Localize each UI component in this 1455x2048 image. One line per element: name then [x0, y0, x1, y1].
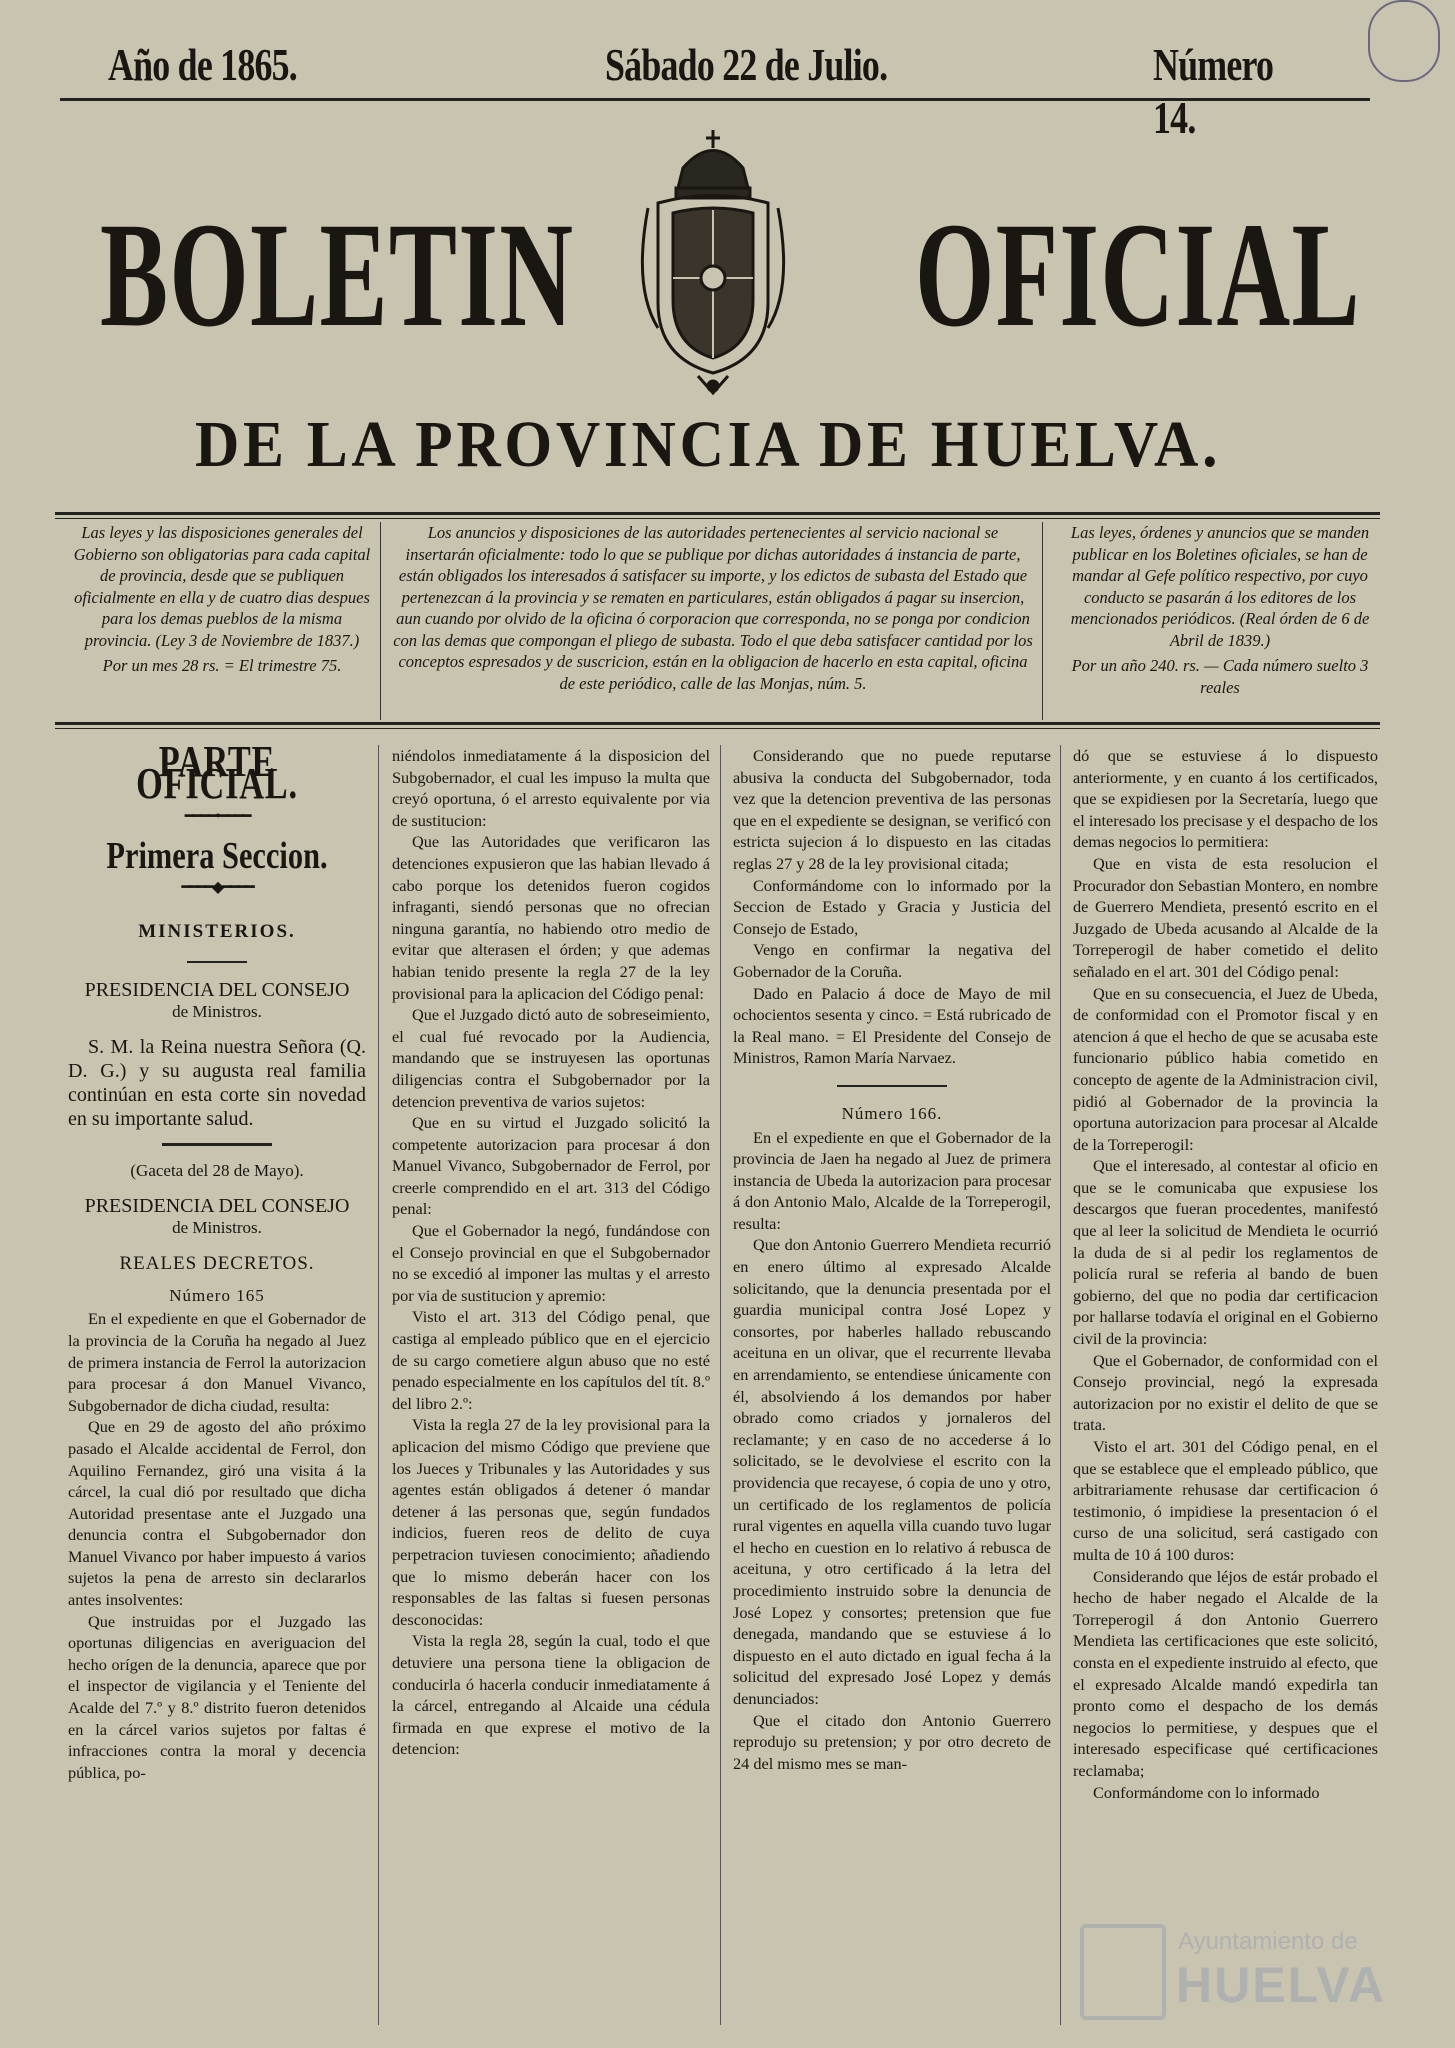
col4-paragraph: Visto el art. 301 del Código penal, en el que se establece que el empleado público, que arbitrariamente rehusase dar certificacion ó testimonio, ó impidiese la presentacion ó el curso de una solicitud, será castigado con multa de 10 á 100 duros: [1073, 1437, 1378, 1564]
col2-paragraph: niéndolos inmediatamente á la disposicion del Subgobernador, el cual les impuso la multa que creyó oportuna, ó el arresto equivalente por via de sustitucion: [392, 746, 710, 830]
col2-paragraph: Vista la regla 28, según la cual, todo el que detuviere una persona tiene la obligacion de conducirla ó hacerla conducir inmediatamente á la cárcel, entregando al Alcaide una cédula firmada en que exprese el motivo de la detencion: [392, 1631, 710, 1759]
column-3 [733, 745, 1051, 1774]
col2-paragraph: Que en su virtud el Juzgado solicitó la competente autorizacion para procesar á don Manuel Vivanco, Subgobernador de Ferrol, por creerle comprendido en el art. 313 del Código penal: [392, 1113, 710, 1219]
col1-paragraph: Que instruidas por el Juzgado las oportunas diligencias en averiguacion del hecho orígen de la denuncia, aparece que por el inspector de vigilancia y el Teniente del Acalde del 7.º y 8.º distrito fueron detenidos en la cárcel varios sujetos por faltas é infracciones contra la moral y decencia pública, po- [68, 1611, 366, 1782]
notice-announcements [393, 522, 1033, 694]
col2-paragraph: Vista la regla 27 de la ley provisional para la aplicacion del mismo Código que previene que los Jueces y Tribunales y las Autoridades y sus agentes están obligados á detener ó mandar detener á las personas que, según fundados indicios, fueren reos de delito de cuya perpetracion tuviesen conocimiento; añadiendo que lo mismo deberán hacer con los responsables de las faltas si fuesen personas desconocidas: [392, 1415, 710, 1629]
watermark-line-2: HUELVA [1176, 1957, 1387, 2013]
masthead-title-right: OFICIAL [915, 192, 1361, 358]
coat-of-arms-icon [628, 128, 798, 398]
column-separator-2 [720, 745, 721, 2025]
col4-paragraph: Considerando que léjos de estár probado el hecho de haber negado el Alcalde de la Torreperogil á don Antonio Guerrero Mendieta las certificaciones que este solicitó, consta en el expediente instruido al efecto, que el expresado Alcalde mandó expedirla tan pronto como el despacho de los demás negocios lo permitiese, y despues que el interesado especificase qué certificaciones reclamaba; [1073, 1566, 1378, 1780]
masthead-title-left: BOLETIN [100, 192, 575, 358]
ornament-divider: ━━━━•━━━━ [184, 808, 250, 826]
heading-presidencia-1 [68, 979, 366, 1023]
col3-paragraph: Que el citado don Antonio Guerrero reprodujo su pretension; y por otro decreto de 24 del mismo mes se man- [733, 1710, 1051, 1773]
col1-paragraph: En el expediente en que el Gobernador de la provincia de la Coruña ha negado al Juez de primera instancia de Ferrol la autorizacion para procesar á don Manuel Vivanco, Subgobernador de dicha ciudad, resulta: [68, 1309, 366, 1415]
col3-paragraph: Considerando que no puede reputarse abusiva la conducta del Subgobernador, toda vez que la detencion preventiva de las personas que en el expediente se designan, se verificó con estricta sujecion á lo dispuesto en las citadas reglas 27 y 28 de la ley provisional citada; [733, 746, 1051, 873]
column-4 [1073, 745, 1378, 1803]
col1-paragraph: Que en 29 de agosto del año próximo pasado el Alcalde accidental de Ferrol, don Aquilino Fernandez, giró una visita á la cárcel, la cual dió por resultado que dicha Autoridad presentase ante el Juzgado una denuncia contra el Subgobernador don Manuel Vivanco por haber impuesto á varios sujetos la pena de arresto sin declararlos antes insolventes: [68, 1417, 366, 1610]
notice-laws [72, 522, 372, 677]
column-1 [68, 737, 366, 1783]
column-separator-3 [1060, 745, 1061, 2025]
heading-reales-decretos: REALES DECRETOS. [119, 1253, 315, 1275]
decree-number-166: Número 166. [841, 1103, 943, 1123]
gaceta-source: (Gaceta del 28 de Mayo). [130, 1160, 304, 1180]
notice-announcements-text: Los anuncios y disposiciones de las autoridades pertenecientes al servicio nacional se insertarán oficialmente: todo lo que se publique por dichas autoridades á instancia de parte, están obligados los interesados á satisfacer su importe, y los edictos de subasta del Estado que pertenezcan á la provincia y se rematen en particulares, están obligados á pagar su insercion, aun cuando por olvido de la oficina ó corporacion que corresponda, no se ponga por condicion con las demas que compongan el pliego de subasta. Todo el que deba satisfacer cantidad por los conceptos espresados y de suscricion, están en la obligacion de hacerlo en esta capital, oficina de este periódico, calle de las Monjas, núm. 5. [393, 523, 1033, 693]
notice-separator-left [380, 522, 381, 720]
col3-paragraph: Conformándome con lo informado por la Seccion de Estado y Gracia y Justicia del Consejo de Estado, [733, 875, 1051, 938]
col3-paragraph: Dado en Palacio á doce de Mayo de mil ochocientos sesenta y cinco. = Está rubricado de la Real mano. = El Presidente del Consejo de Ministros, Ramon María Narvaez. [733, 983, 1051, 1068]
heading-ministerios: MINISTERIOS. [138, 920, 296, 942]
archive-watermark [1080, 1920, 1400, 2020]
column-separator-1 [378, 745, 379, 2025]
notice-band-rule-bottom [55, 722, 1380, 725]
notice-band-rule-top [55, 512, 1380, 515]
short-rule [837, 1085, 947, 1087]
column-2 [392, 745, 710, 1760]
watermark-line-1: Ayuntamiento de [1178, 1928, 1358, 1955]
col2-paragraph: Que el Gobernador la negó, fundándose con el Consejo provincial en que el Subgobernador no se excedió al imponer las multas y el arresto por via de sustitucion y apremio: [392, 1221, 710, 1305]
notice-orders-text: Las leyes, órdenes y anuncios que se manden publicar en los Boletines oficiales, se han de mandar al Gefe político respectivo, por cuyo conducto se pasarán á los editores de los mencionados periódicos. (Real órden de 6 de Abril de 1839.) [1070, 523, 1370, 650]
notice-orders-price: Por un año 240. rs. — Cada número suelto 3 reales [1071, 656, 1369, 697]
presidencia-2-sub: de Ministros. [172, 1218, 262, 1238]
col2-paragraph: Visto el art. 313 del Código penal, que castiga al empleado público que en el ejercicio de su cargo cometiere algun abuso que no esté penado especialmente en los capítulos del tít. 8.º del libro 2.º: [392, 1307, 710, 1413]
notice-laws-price: Por un mes 28 rs. = El trimestre 75. [102, 656, 342, 675]
royal-health-text: S. M. la Reina nuestra Señora (Q. D. G.) y su augusta real familia continúan en esta corte sin novedad en su importante salud. [68, 1035, 366, 1130]
archive-logo-icon [1080, 1924, 1166, 2020]
col4-paragraph: Que el interesado, al contestar al oficio en que se le comunicaba que expusiese los descargos que fueran procedentes, manifestó que al leer la solicitud de Mendieta le ocurrió la duda de si al pedir los reglamentos de policía rural se referia al bando de buen gobierno, del que no podia dar certificacion por hallarse todavía el original en el Gobierno civil de la provincia: [1073, 1156, 1378, 1349]
presidencia-1-sub: de Ministros. [172, 1001, 262, 1021]
decree-number-165: Número 165 [169, 1285, 265, 1305]
col3-paragraph: Vengo en confirmar la negativa del Gobernador de la Coruña. [733, 940, 1051, 981]
col2-paragraph: Que las Autoridades que verificaron las detenciones expusieron que las habian llevado á cabo porque los detenidos fueron cogidos infraganti, siendó personas que no ofrecian ninguna garantía, no habiendo otro medio de evitar que alterasen el órden; y que ademas habian tenido presente la regla 27 de la ley provisional para la aplicacion del Código penal: [392, 832, 710, 1003]
notice-band-rule-top-thin [55, 518, 1380, 519]
col3-paragraph: Que don Antonio Guerrero Mendieta recurrió en enero último al expresado Alcalde solicitando, que la denuncia presentada por el guardia municipal contra José Lopez y consortes, por haberles hallado rebuscando aceituna en un olivar, que el recurrente llevaba en arrendamiento, se entendiese únicamente con él, absolviendo á los demandos por haber obrado como criados y jornaleros del reclamante; y en caso de no accederse á lo solicitado, se le devolviese el escrito con la providencia que recayese, ó copia de uno y otro, un certificado de los reglamentos de policía rural vigentes en aquella villa cuando tuvo lugar el hecho en cuestion en lo relativo á rebusca de aceituna, y otro certificado á la letra del procedimiento instruido sobre la denuncia de José Lopez y consortes; pretension que fue denegada, mandando que se estuviese á lo dispuesto en el auto dictado en igual fecha á la solicitud del expresado José Lopez y demás denunciados: [733, 1235, 1051, 1708]
notice-orders [1055, 522, 1385, 698]
short-rule [187, 961, 247, 963]
presidencia-2-title: PRESIDENCIA DEL CONSEJO [84, 1195, 350, 1218]
col4-paragraph: Que en su consecuencia, el Juez de Ubeda, de conformidad con el Promotor fiscal y en atencion á que el hecho de que se acusaba este funcionario público habia cometido en concepto de agente de la Administracion civil, pidió al Gobernador de la provincia la oportuna autorizacion para procesar al Alcalde de la Torreperogil: [1073, 983, 1378, 1154]
ornament-divider: ━━━━◆━━━━ [181, 879, 253, 897]
short-rule [162, 1143, 272, 1146]
issue-year: Año de 1865. [108, 39, 298, 90]
archive-stamp [1368, 0, 1440, 82]
col4-paragraph: dó que se estuviese á lo dispuesto anteriormente, y en cuanto á los certificados, que se expidiesen por la Secretaría, luego que el interesado los precisase y el despacho de los demas negocios lo permitiera: [1073, 746, 1378, 852]
presidencia-1-title: PRESIDENCIA DEL CONSEJO [84, 978, 350, 1001]
section-heading-parte-oficial: PARTE OFICIAL. [136, 737, 298, 808]
col2-paragraph: Que el Juzgado dictó auto de sobreseimiento, el cual fué revocado por la Audiencia, mandando que se instruyesen las oportunas diligencias contra el Subgobernador por la detencion preventiva de varios sujetos: [392, 1005, 710, 1111]
section-heading-primera: Primera Seccion. [106, 834, 328, 877]
notice-separator-right [1042, 522, 1043, 720]
heading-presidencia-2 [68, 1195, 366, 1239]
col3-paragraph: En el expediente en que el Gobernador de la provincia de Jaen ha negado al Juez de primera instancia de Ubeda la autorizacion para procesar á don Antonio Malo, Alcalde de la Torreperogil, resulta: [733, 1127, 1051, 1233]
issue-date: Sábado 22 de Julio. [605, 39, 888, 90]
date-line [60, 38, 1370, 143]
notice-band-rule-bottom-thin [55, 728, 1380, 729]
masthead-subtitle: DE LA PROVINCIA DE HUELVA. [195, 408, 1222, 481]
notice-laws-text: Las leyes y las disposiciones generales del Gobierno son obligatorias para cada capital de provincia, desde que se publiquen oficialmente en ella y de cuatro dias despues para los demas pueblos de la misma provincia. (Ley 3 de Noviembre de 1837.) [73, 523, 371, 650]
col4-paragraph: Que el Gobernador, de conformidad con el Consejo provincial, negó la expresada autorizacion por no existir el delito de que se trata. [1073, 1350, 1378, 1435]
col4-paragraph: Que en vista de esta resolucion el Procurador don Sebastian Montero, en nombre de Guerrero Mendieta, presentó escrito en el Juzgado de Ubeda acusando al Alcalde de la Torreperogil de haber cometido el delito señalado en el art. 301 del Código penal: [1073, 853, 1378, 981]
col4-paragraph: Conformándome con lo informado [1093, 1782, 1320, 1802]
issue-number: Número 14. [1153, 39, 1274, 143]
